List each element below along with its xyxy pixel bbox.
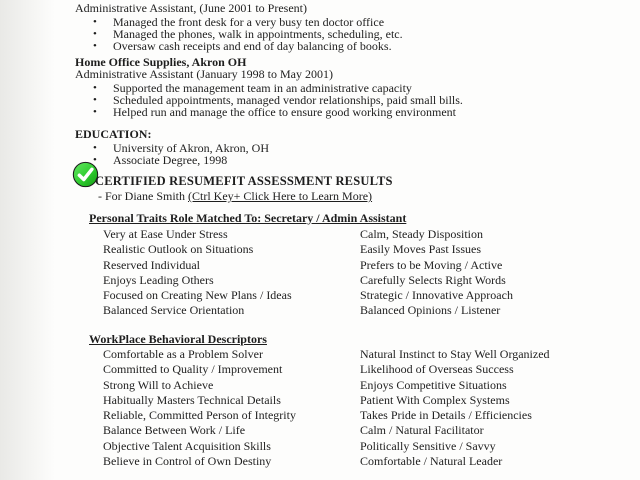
trait-item: Calm, Steady Disposition — [360, 227, 483, 241]
bullet-icon: • — [93, 106, 97, 118]
trait-item: Balanced Opinions / Listener — [360, 303, 501, 318]
descriptor-item: Likelihood of Overseas Success — [360, 362, 514, 377]
bullet-text: Scheduled appointments, managed vendor relationships, paid small bills. — [113, 93, 463, 107]
bullet-text: Helped run and manage the office to ensure good working environment — [113, 105, 457, 119]
assessment-subline — [98, 190, 372, 202]
trait-item: Enjoys Leading Others — [103, 272, 214, 287]
workplace-heading: WorkPlace Behavioral Descriptors — [89, 332, 267, 346]
bullet-icon: • — [93, 94, 97, 106]
trait-item: Strategic / Innovative Approach — [360, 288, 513, 303]
trait-item: Very at Ease Under Stress — [103, 227, 228, 241]
job-bullet-list — [93, 82, 463, 118]
trait-item: Prefers to be Moving / Active — [360, 257, 503, 272]
workplace-grid — [103, 347, 550, 469]
descriptor-item: Balance Between Work / Life — [103, 423, 246, 438]
descriptor-item: Natural Instinct to Stay Well Organized — [360, 347, 550, 361]
descriptor-item: Strong Will to Achieve — [103, 377, 214, 392]
descriptor-item: Reliable, Committed Person of Integrity — [103, 408, 296, 423]
trait-item: Balanced Service Orientation — [103, 303, 245, 318]
education-heading: EDUCATION: — [75, 127, 152, 141]
descriptor-item: Enjoys Competitive Situations — [360, 377, 507, 392]
descriptor-item: Politically Sensitive / Savvy — [360, 438, 496, 453]
trait-item: Focused on Creating New Plans / Ideas — [103, 288, 292, 303]
education-bullet-list — [93, 142, 269, 166]
descriptor-item: Committed to Quality / Improvement — [103, 362, 283, 377]
education-block — [75, 128, 269, 166]
trait-item: Easily Moves Past Issues — [360, 242, 481, 257]
bullet-icon: • — [93, 82, 97, 94]
job-title: Administrative Assistant, (June 2001 to Present) — [75, 1, 307, 15]
descriptor-item: Believe in Control of Own Destiny — [103, 454, 272, 469]
bullet-icon: • — [93, 40, 97, 52]
trait-item: Reserved Individual — [103, 257, 200, 272]
trait-item: Realistic Outlook on Situations — [103, 242, 254, 257]
learn-more-link[interactable]: (Ctrl Key+ Click Here to Learn More) — [188, 189, 373, 203]
list-item — [93, 154, 269, 166]
experience-block-1 — [75, 2, 403, 52]
descriptor-item: Calm / Natural Facilitator — [360, 423, 484, 438]
descriptor-item: Habitually Masters Technical Details — [103, 392, 281, 407]
list-item — [93, 106, 463, 118]
trait-item: Carefully Selects Right Words — [360, 272, 506, 287]
job-bullet-list — [93, 16, 403, 52]
experience-block-2 — [75, 56, 463, 118]
bullet-icon: • — [93, 28, 97, 40]
scan-edge-shadow — [0, 0, 55, 480]
personal-traits-grid — [103, 227, 513, 319]
descriptor-item: Objective Talent Acquisition Skills — [103, 438, 271, 453]
personal-traits-heading: Personal Traits Role Matched To: Secretary / Admin Assistant — [89, 211, 407, 225]
bullet-text: Oversaw cash receipts and end of day balancing of books. — [113, 39, 392, 53]
assessment-subline-prefix: - For Diane Smith — [98, 189, 188, 203]
assessment-heading: CERTIFIED RESUMEFIT ASSESSMENT RESULTS — [95, 174, 393, 188]
bullet-text: University of Akron, Akron, OH — [113, 141, 269, 155]
descriptor-item: Comfortable / Natural Leader — [360, 454, 503, 469]
list-item — [93, 40, 403, 52]
bullet-icon: • — [93, 16, 97, 28]
bullet-text: Managed the phones, walk in appointments, scheduling, etc. — [113, 27, 403, 41]
bullet-icon: • — [93, 142, 97, 154]
company-name: Home Office Supplies, Akron OH — [75, 55, 247, 69]
bullet-text: Managed the front desk for a very busy ten doctor office — [113, 15, 385, 29]
bullet-text: Supported the management team in an administrative capacity — [113, 81, 412, 95]
bullet-text: Associate Degree, 1998 — [113, 153, 228, 167]
bullet-icon: • — [93, 154, 97, 166]
descriptor-item: Comfortable as a Problem Solver — [103, 347, 263, 361]
descriptor-item: Takes Pride in Details / Efficiencies — [360, 408, 532, 423]
job-title: Administrative Assistant (January 1998 to May 2001) — [75, 67, 333, 81]
descriptor-item: Patient With Complex Systems — [360, 392, 510, 407]
